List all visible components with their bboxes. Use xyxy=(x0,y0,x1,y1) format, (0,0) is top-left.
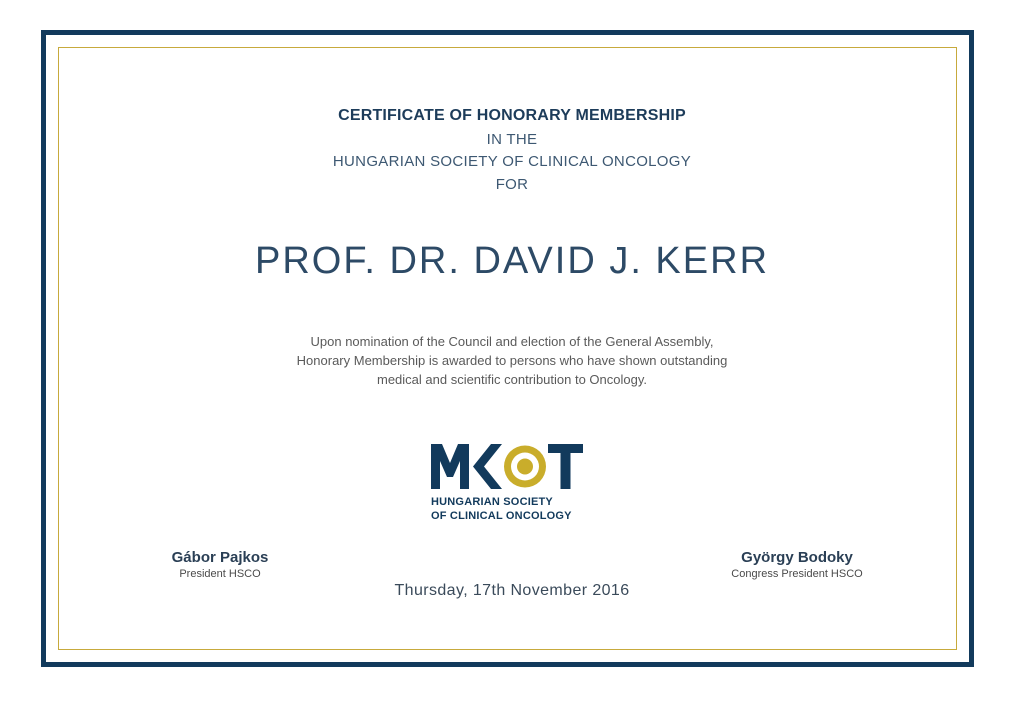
recipient-name: PROF. DR. DAVID J. KERR xyxy=(254,240,770,282)
signatory-role: President HSCO xyxy=(179,568,261,580)
logo-letter-k xyxy=(473,444,502,489)
logo-subtext-line-1: HUNGARIAN SOCIETY xyxy=(431,496,553,508)
signatory-name: György Bodoky xyxy=(741,549,853,566)
citation-line-3: medical and scientific contribution to Oncology. xyxy=(376,372,647,387)
certificate-line-in: IN THE xyxy=(486,131,538,148)
logo-target-inner xyxy=(517,459,533,475)
logo-letter-t xyxy=(548,444,583,489)
certificate-society-name: HUNGARIAN SOCIETY OF CLINICAL ONCOLOGY xyxy=(332,153,692,170)
logo-letter-m xyxy=(431,444,469,489)
certificate-title: CERTIFICATE OF HONORARY MEMBERSHIP xyxy=(338,107,686,124)
signatory-name: Gábor Pajkos xyxy=(171,549,269,566)
citation-line-2: Honorary Membership is awarded to persons who have shown outstanding xyxy=(296,353,728,368)
certificate-line-for: FOR xyxy=(495,176,529,193)
logo-subtext xyxy=(431,495,572,523)
signatory-president xyxy=(130,549,310,580)
signatory-congress-president xyxy=(707,549,887,580)
logo-subtext-line-2: OF CLINICAL ONCOLOGY xyxy=(431,510,572,522)
citation-text xyxy=(0,332,1024,389)
citation-line-1: Upon nomination of the Council and election of the General Assembly, xyxy=(310,334,714,349)
signatory-role: Congress President HSCO xyxy=(731,568,863,580)
certificate-date: Thursday, 17th November 2016 xyxy=(394,582,630,599)
